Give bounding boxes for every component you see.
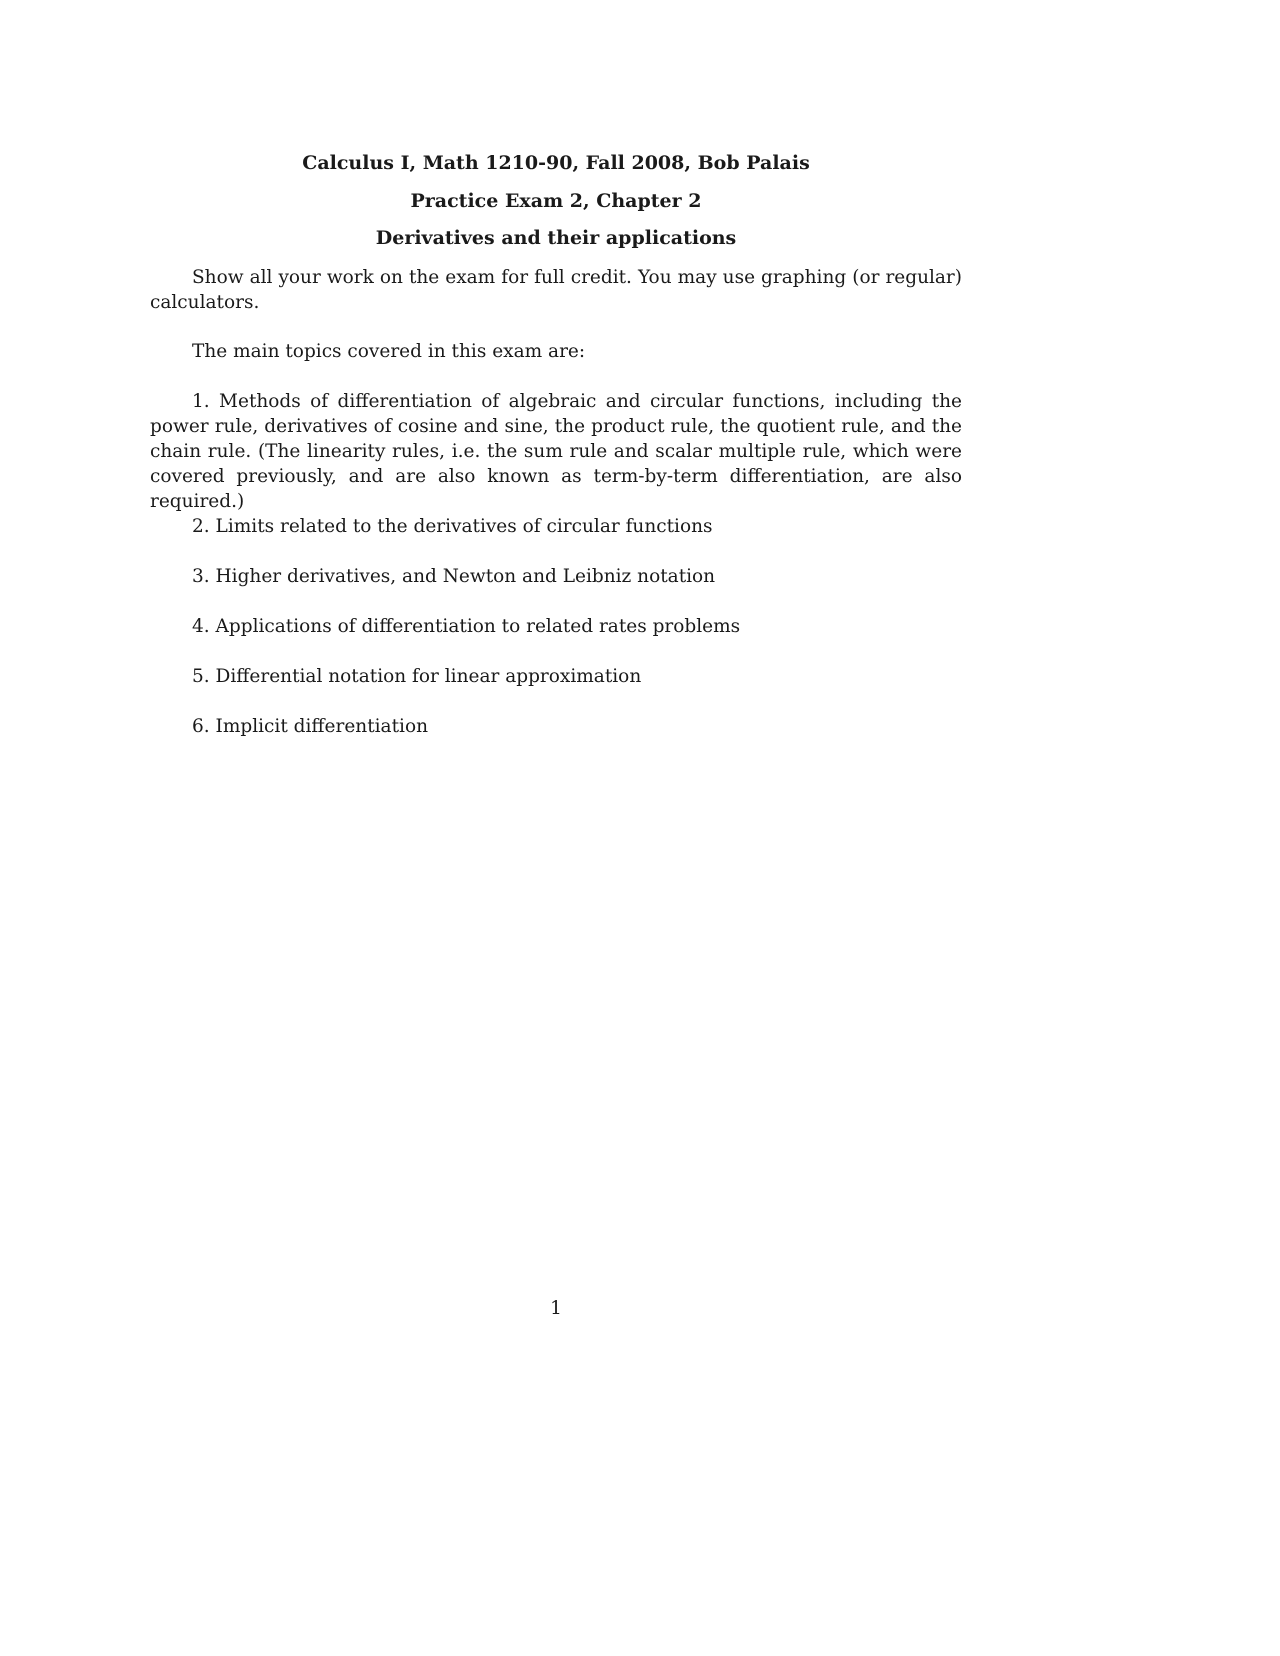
course-title: Calculus I, Math 1210-90, Fall 2008, Bob Palais (302, 152, 810, 174)
subject-title: Derivatives and their applications (375, 227, 737, 249)
topics-intro: The main topics covered in this exam are: (192, 341, 586, 362)
topic-item-4: 4. Applications of differentiation to related rates problems (192, 616, 741, 637)
topic-item-3: 3. Higher derivatives, and Newton and Leibniz notation (192, 566, 716, 587)
exam-title: Practice Exam 2, Chapter 2 (410, 190, 702, 212)
topic-item-6: 6. Implicit differentiation (192, 716, 428, 737)
page-number: 1 (550, 1298, 562, 1319)
topic-item-2: 2. Limits related to the derivatives of circular functions (192, 516, 713, 537)
topic-item-5: 5. Differential notation for linear approximation (192, 666, 642, 687)
topic-item-1: 1. Methods of differentiation of algebraic and circular functions, including the power rule, derivatives of cosine and sine, the product rule, the quotient rule, and the chain rule. (The linearity rules, i.e. the sum rule and scalar multiple rule, which were covered previously, and are also known as term-by-term differentiation, are also required.) (150, 391, 962, 512)
instructions-paragraph: Show all your work on the exam for full credit. You may use graphing (or regular) calculators. (150, 267, 962, 313)
